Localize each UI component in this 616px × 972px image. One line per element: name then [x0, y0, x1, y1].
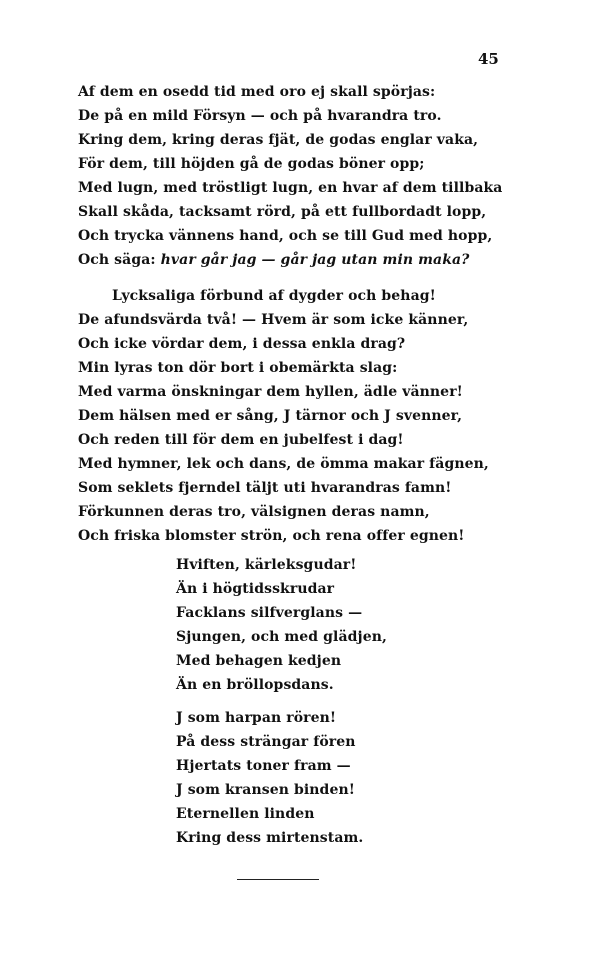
poem-line: Hviften, kärleksgudar!	[176, 557, 357, 573]
poem-line: Med behagen kedjen	[176, 653, 342, 669]
poem-line: Kring dem, kring deras fjät, de godas englar vaka,	[78, 132, 479, 148]
poem-line: J som kransen binden!	[176, 782, 355, 798]
poem-line: Lycksaliga förbund af dygder och behag!	[112, 288, 436, 304]
stanza-4	[176, 706, 363, 850]
poem-line: Med hymner, lek och dans, de ömma makar fägnen,	[78, 456, 489, 472]
poem-line-quote: hvar går jag — går jag utan min maka?	[160, 252, 470, 268]
poem-line: För dem, till höjden gå de godas böner opp;	[78, 156, 425, 172]
stanza-1	[78, 80, 502, 272]
poem-line: De afundsvärda två! — Hvem är som icke känner,	[78, 312, 469, 328]
poem-line: Skall skåda, tacksamt rörd, på ett fullbordadt lopp,	[78, 204, 487, 220]
page-number: 45	[478, 50, 499, 68]
stanza-2	[78, 284, 489, 548]
poem-line: Och trycka vännens hand, och se till Gud med hopp,	[78, 228, 493, 244]
poem-line: De på en mild Försyn — och på hvarandra tro.	[78, 108, 442, 124]
poem-line-quoted	[78, 248, 502, 272]
poem-line: Sjungen, och med glädjen,	[176, 629, 387, 645]
closing-rule	[237, 879, 319, 880]
poem-line: Kring dess mirtenstam.	[176, 830, 364, 846]
poem-line: Än en bröllopsdans.	[176, 677, 334, 693]
poem-line: Och icke vördar dem, i dessa enkla drag?	[78, 336, 406, 352]
poem-line: Facklans silfverglans —	[176, 605, 363, 621]
poem-line: Och reden till för dem en jubelfest i dag!	[78, 432, 404, 448]
poem-line: J som harpan rören!	[176, 710, 337, 726]
poem-line: Och friska blomster strön, och rena offer egnen!	[78, 528, 465, 544]
poem-line-prefix: Och säga:	[78, 252, 161, 268]
poem-line: Än i högtidsskrudar	[176, 581, 335, 597]
poem-line: Dem hälsen med er sång, J tärnor och J svenner,	[78, 408, 463, 424]
poem-line: Med lugn, med tröstligt lugn, en hvar af dem tillbaka	[78, 180, 503, 196]
stanza-3	[176, 553, 387, 697]
poem-line: Min lyras ton dör bort i obemärkta slag:	[78, 360, 398, 376]
poem-line: Som seklets fjerndel täljt uti hvarandras famn!	[78, 480, 452, 496]
poem-line: Med varma önskningar dem hyllen, ädle vänner!	[78, 384, 463, 400]
poem-line: Hjertats toner fram —	[176, 758, 351, 774]
poem-line: Af dem en osedd tid med oro ej skall spörjas:	[78, 84, 436, 100]
poem-line: På dess strängar fören	[176, 734, 356, 750]
poem-line: Förkunnen deras tro, välsignen deras namn,	[78, 504, 430, 520]
poem-line: Eternellen linden	[176, 806, 315, 822]
